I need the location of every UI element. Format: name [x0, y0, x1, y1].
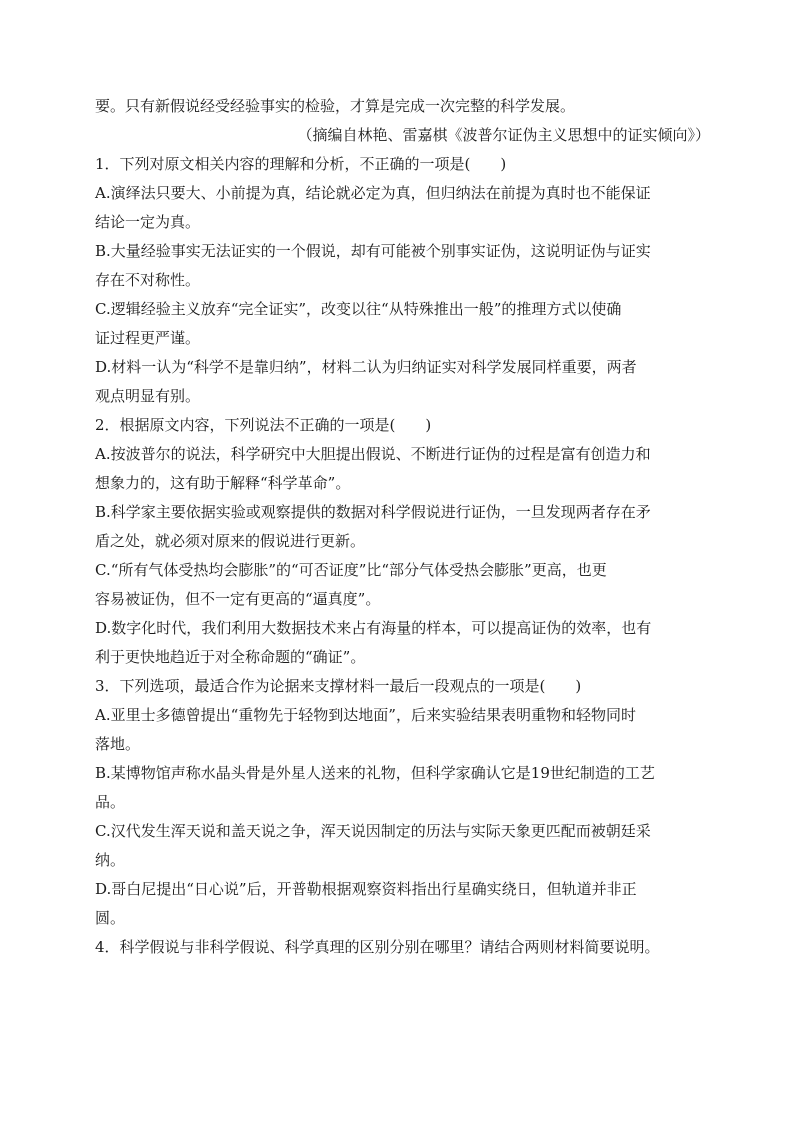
option-line: B.大量经验事实无法证实的一个假说，却有可能被个别事实证伪，这说明证伪与证实	[95, 242, 651, 260]
question-stem: 4．科学假说与非科学假说、科学真理的区别分别在哪里？请结合两则材料简要说明。	[95, 938, 660, 956]
option-line: 想象力的，这有助于解释“科学革命”。	[95, 474, 351, 492]
option-line: 圆。	[95, 909, 126, 927]
question-stem: 3．下列选项，最适合作为论据来支撑材料一最后一段观点的一项是( )	[95, 677, 582, 695]
question-4	[95, 933, 710, 962]
passage-end-text: 要。只有新假说经受经验事实的检验，才算是完成一次完整的科学发展。	[95, 97, 576, 115]
option-line: 盾之处，就必须对原来的假说进行更新。	[95, 532, 366, 550]
question-stem: 2．根据原文内容，下列说法不正确的一项是( )	[95, 416, 432, 434]
question-stem: 1．下列对原文相关内容的理解和分析，不正确的一项是( )	[95, 155, 507, 173]
option-d	[95, 614, 710, 672]
option-line: 品。	[95, 793, 126, 811]
option-b	[95, 759, 710, 817]
option-line: 存在不对称性。	[95, 271, 201, 289]
source-citation: （摘编自林艳、雷嘉棋《波普尔证伪主义思想中的证实倾向》）	[297, 126, 710, 144]
option-a	[95, 179, 710, 237]
option-line: 容易被证伪，但不一定有更高的“逼真度”。	[95, 590, 381, 608]
option-line: D.哥白尼提出“日心说”后，开普勒根据观察资料指出行星确实绕日，但轨道并非正	[95, 880, 637, 898]
option-line: 落地。	[95, 735, 141, 753]
document-content	[95, 92, 710, 962]
option-line: D.数字化时代，我们利用大数据技术来占有海量的样本，可以提高证伪的效率，也有	[95, 619, 652, 637]
option-line: 纳。	[95, 851, 126, 869]
question-2	[95, 411, 710, 672]
option-line: A.亚里士多德曾提出“重物先于轻物到达地面”，后来实验结果表明重物和轻物同时	[95, 706, 636, 724]
option-c	[95, 556, 710, 614]
option-c	[95, 295, 710, 353]
option-line: C.“所有气体受热均会膨胀”的“可否证度”比“部分气体受热会膨胀”更高，也更	[95, 561, 607, 579]
option-b	[95, 237, 710, 295]
option-b	[95, 498, 710, 556]
option-line: B.科学家主要依据实验或观察提供的数据对科学假说进行证伪，一旦发现两者存在矛	[95, 503, 651, 521]
option-line: A.按波普尔的说法，科学研究中大胆提出假说、不断进行证伪的过程是富有创造力和	[95, 445, 651, 463]
question-3	[95, 672, 710, 933]
question-1	[95, 150, 710, 411]
option-line: D.材料一认为“科学不是靠归纳”，材料二认为归纳证实对科学发展同样重要，两者	[95, 358, 637, 376]
option-line: 观点明显有别。	[95, 387, 201, 405]
option-d	[95, 875, 710, 933]
option-c	[95, 817, 710, 875]
option-line: C.汉代发生浑天说和盖天说之争，浑天说因制定的历法与实际天象更匹配而被朝廷采	[95, 822, 651, 840]
option-line: A.演绎法只要大、小前提为真，结论就必定为真，但归纳法在前提为真时也不能保证	[95, 184, 651, 202]
option-line: C.逻辑经验主义放弃“完全证实”，改变以往“从特殊推出一般”的推理方式以使确	[95, 300, 622, 318]
option-line: 结论一定为真。	[95, 213, 201, 231]
option-a	[95, 440, 710, 498]
option-line: 证过程更严谨。	[95, 329, 201, 347]
option-a	[95, 701, 710, 759]
option-line: B.某博物馆声称水晶头骨是外星人送来的礼物，但科学家确认它是19世纪制造的工艺	[95, 764, 655, 782]
option-d	[95, 353, 710, 411]
option-line: 利于更快地趋近于对全称命题的“确证”。	[95, 648, 366, 666]
